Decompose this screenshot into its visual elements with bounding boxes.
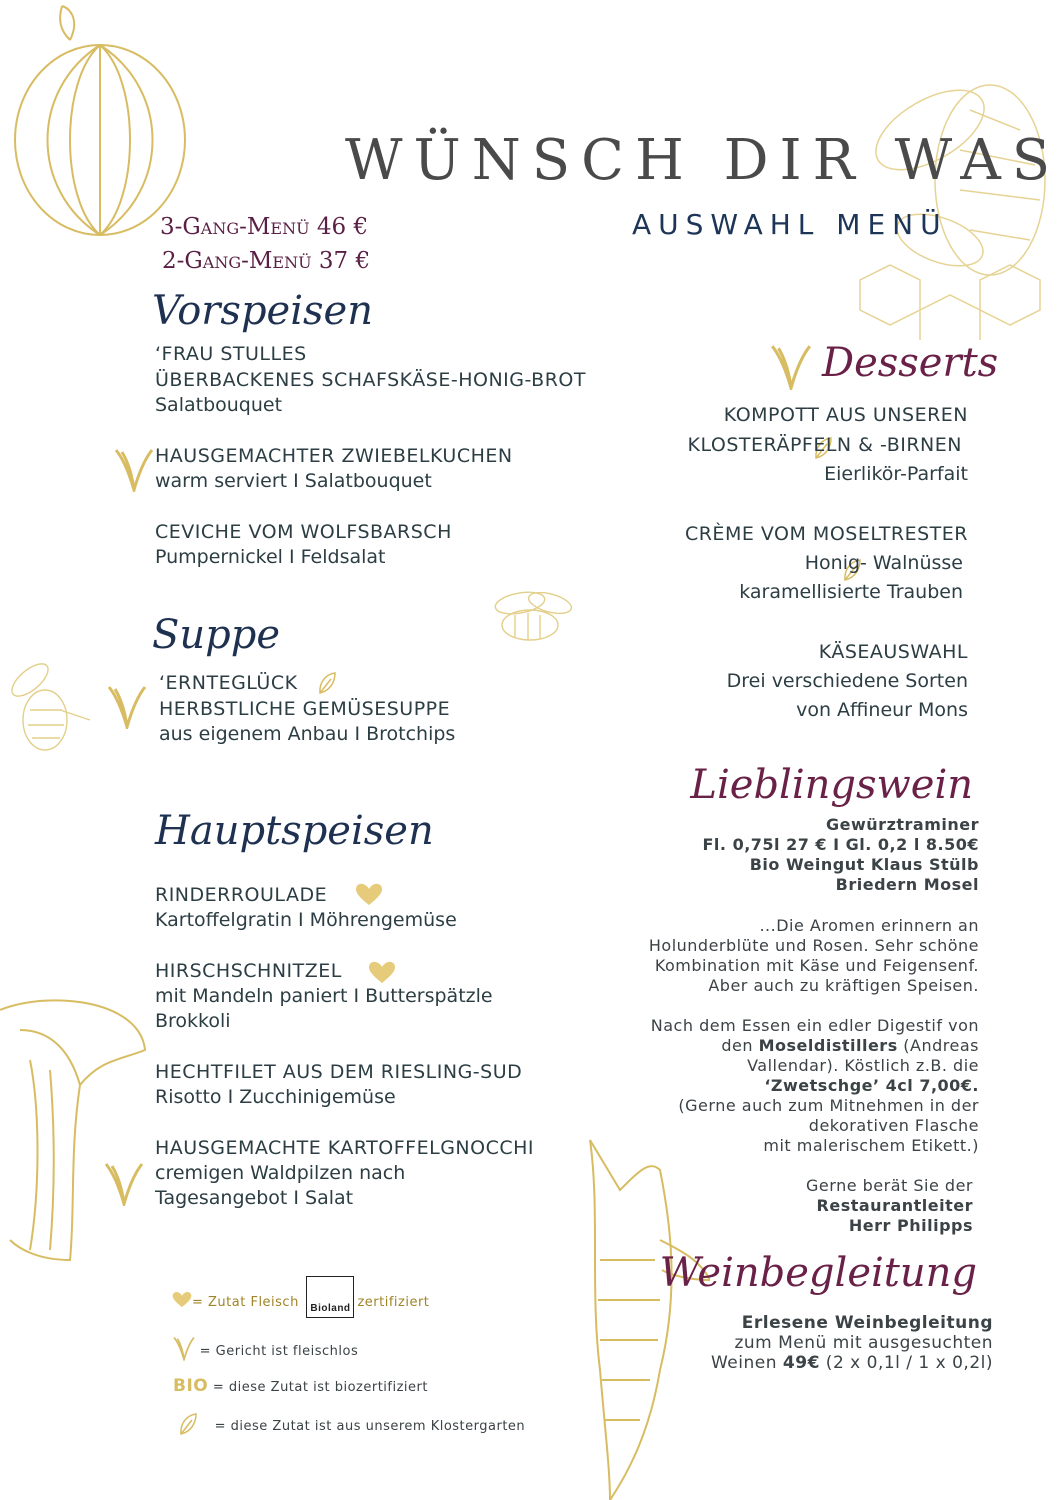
dish-name: CEVICHE VOM WOLFSBARSCH xyxy=(155,521,452,543)
starter-item-1 xyxy=(155,341,586,418)
wine-text-line: Holunderblüte und Rosen. Sehr schöne xyxy=(648,936,979,955)
heart-icon xyxy=(355,883,383,907)
advice-text xyxy=(806,1176,973,1236)
digestif-line: mit malerischem Etikett.) xyxy=(763,1136,979,1155)
heart-icon xyxy=(172,1291,192,1309)
vegetarian-icon xyxy=(114,446,154,492)
bioland-logo: Bioland xyxy=(306,1276,354,1318)
wine-text-line: Aber auch zu kräftigen Speisen. xyxy=(708,976,979,995)
legend-bio: BIO = diese Zutat ist biozertifiziert xyxy=(173,1376,428,1396)
dish-description: karamellisierte Trauben xyxy=(739,581,963,603)
bee-illustration-left xyxy=(0,650,95,760)
price-3-course: 3-Gang-Menü 46 € xyxy=(160,214,369,240)
price-2-course: 2-Gang-Menü 37 € xyxy=(162,248,371,274)
pairing-heading: Weinbegleitung xyxy=(659,1250,977,1296)
vegetarian-icon xyxy=(104,1160,144,1206)
wine-info xyxy=(703,815,980,895)
digestif-line: (Gerne auch zum Mitnehmen in der xyxy=(678,1096,979,1115)
fish-illustration xyxy=(570,1130,710,1500)
wine-winery: Bio Weingut Klaus Stülb xyxy=(749,855,979,874)
wine-name: Gewürztraminer xyxy=(826,815,979,834)
heart-icon xyxy=(368,961,396,985)
dish-name: HAUSGEMACHTER ZWIEBELKUCHEN xyxy=(155,445,513,467)
advice-line: Herr Philipps xyxy=(848,1216,973,1235)
digestif-line: Nach dem Essen ein edler Digestif von xyxy=(650,1016,979,1035)
digestif-line: dekorativen Flasche xyxy=(808,1116,979,1135)
wine-price: Fl. 0,75l 27 € I Gl. 0,2 l 8.50€ xyxy=(702,835,979,854)
page-title: WÜNSCH DIR WAS xyxy=(345,128,1061,193)
legend-vegetarian: = Gericht ist fleischlos xyxy=(173,1335,358,1361)
dish-name: ‘FRAU STULLES xyxy=(155,343,307,365)
starter-item-3 xyxy=(155,519,452,570)
wine-region: Briedern Mosel xyxy=(835,875,979,894)
dish-description: Pumpernickel I Feldsalat xyxy=(155,546,386,568)
dessert-item-3 xyxy=(727,639,968,723)
main-item-2 xyxy=(155,958,493,1034)
dish-description: Eierlikör-Parfait xyxy=(824,463,968,485)
soup-heading: Suppe xyxy=(152,612,281,658)
dish-description: warm serviert I Salatbouquet xyxy=(155,470,432,492)
soup-item-1 xyxy=(159,670,455,747)
pairing-line: Erlesene Weinbegleitung xyxy=(741,1313,993,1333)
digestif-line: ‘Zwetschge’ 4cl 7,00€. xyxy=(764,1076,979,1095)
digestif-line: den Moseldistillers (Andreas xyxy=(721,1036,979,1055)
desserts-heading: Desserts xyxy=(822,340,999,386)
advice-line: Gerne berät Sie der xyxy=(806,1176,973,1195)
dish-name: KÄSEAUSWAHL xyxy=(818,641,968,663)
dish-description: Kartoffelgratin I Möhrengemüse xyxy=(155,909,457,931)
dish-name: KOMPOTT AUS UNSEREN xyxy=(723,404,968,426)
dish-description: Risotto I Zucchinigemüse xyxy=(155,1086,396,1108)
dish-name: HAUSGEMACHTE KARTOFFELGNOCCHI xyxy=(155,1137,535,1159)
pairing-line: zum Menü mit ausgesuchten xyxy=(734,1333,993,1353)
dish-description: cremigen Waldpilzen nach xyxy=(155,1162,406,1184)
dish-description: aus eigenem Anbau I Brotchips xyxy=(159,723,456,745)
starters-heading: Vorspeisen xyxy=(152,288,373,334)
dish-description: Honig- Walnüsse xyxy=(804,552,963,574)
main-item-4 xyxy=(155,1135,534,1211)
digestif-text xyxy=(651,1016,979,1156)
main-item-1 xyxy=(155,882,457,933)
vegetarian-icon xyxy=(107,683,147,729)
dish-description: Salatbouquet xyxy=(155,394,283,416)
advice-line: Restaurantleiter xyxy=(816,1196,973,1215)
dish-description: Tagesangebot I Salat xyxy=(155,1187,354,1209)
dish-name: ‘ERNTEGLÜCK xyxy=(159,672,298,694)
page-subtitle: AUSWAHL MENÜ xyxy=(632,208,948,241)
wine-text-line: Kombination mit Käse und Feigensenf. xyxy=(654,956,979,975)
dish-description: Drei verschiedene Sorten xyxy=(726,670,968,692)
bee-illustration-small xyxy=(470,585,580,655)
dessert-item-1 xyxy=(688,402,968,487)
mains-heading: Hauptspeisen xyxy=(155,808,434,854)
dish-name: KLOSTERÄPFELN & -BIRNEN xyxy=(687,434,962,456)
pairing-text xyxy=(711,1313,993,1373)
dish-description: Brokkoli xyxy=(155,1010,231,1032)
bio-icon: BIO xyxy=(173,1376,209,1396)
legend-garden: = diese Zutat ist aus unserem Klostergarten xyxy=(178,1412,525,1436)
digestif-line: Vallendar). Köstlich z.B. die xyxy=(747,1056,979,1075)
vegetarian-icon xyxy=(770,342,812,390)
vegetarian-icon xyxy=(173,1335,195,1361)
dish-name: HERBSTLICHE GEMÜSESUPPE xyxy=(159,698,451,720)
starter-item-2 xyxy=(155,443,513,494)
leaf-icon xyxy=(317,671,337,695)
wine-heading: Lieblingswein xyxy=(690,762,973,808)
dish-name: HECHTFILET AUS DEM RIESLING-SUD xyxy=(155,1061,523,1083)
dish-description: von Affineur Mons xyxy=(796,699,968,721)
dish-name: ÜBERBACKENES SCHAFSKÄSE-HONIG-BROT xyxy=(155,369,586,391)
wine-text-line: ...Die Aromen erinnern an xyxy=(759,916,979,935)
dessert-item-2 xyxy=(685,521,968,605)
dish-description: mit Mandeln paniert I Butterspätzle xyxy=(155,985,493,1007)
wine-description xyxy=(649,916,979,996)
main-item-3 xyxy=(155,1059,522,1110)
dish-name: HIRSCHSCHNITZEL xyxy=(155,960,342,982)
leaf-icon xyxy=(178,1412,198,1436)
dish-name: CRÈME VOM MOSELTRESTER xyxy=(684,523,968,545)
pairing-line: Weinen 49€ (2 x 0,1l / 1 x 0,2l) xyxy=(710,1353,993,1373)
legend-meat: = Zutat Fleisch Bioland zertifiziert xyxy=(172,1276,429,1318)
mushroom-illustration xyxy=(0,990,150,1270)
dish-name: RINDERROULADE xyxy=(155,884,328,906)
